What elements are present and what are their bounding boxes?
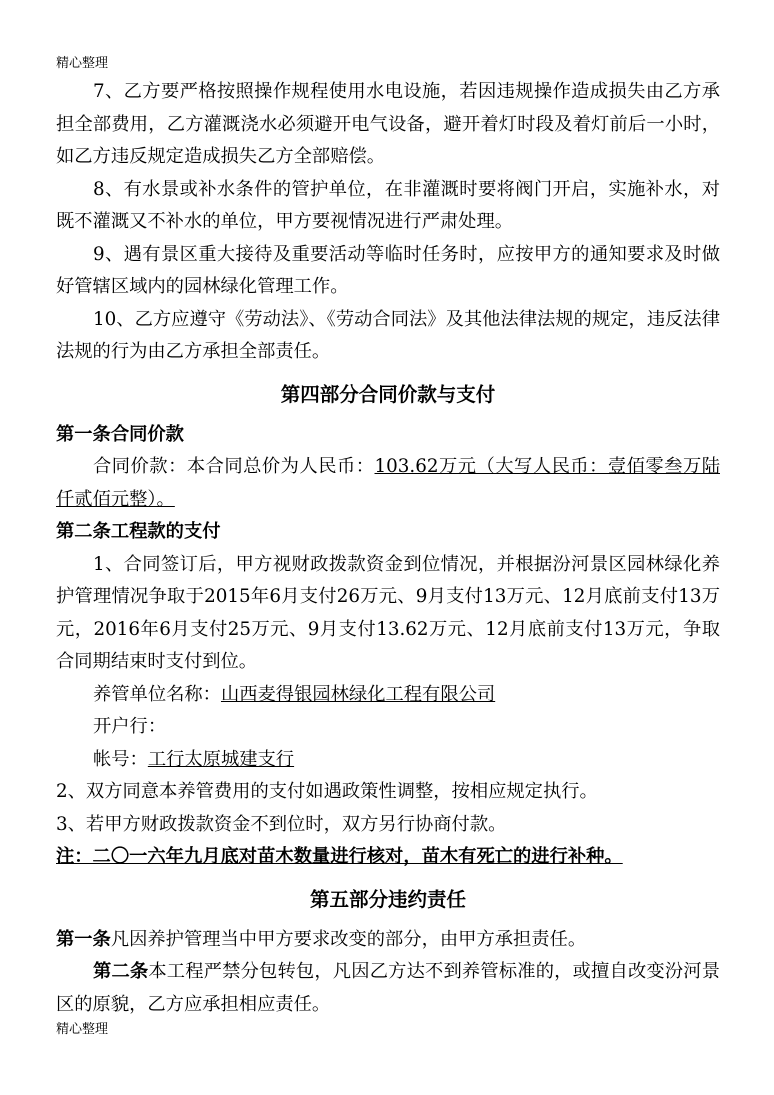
account [56, 744, 720, 777]
s5-article-2-label: 第二条 [93, 961, 149, 982]
payment-3: 3、若甲方财政拨款资金不到位时，双方另行协商付款。 [56, 813, 507, 835]
account-value: 工行太原城建支行 [147, 748, 295, 770]
price-label: 合同价款：本合同总价为人民币： [93, 456, 375, 477]
clause-8: 8、有水景或补水条件的管护单位，在非灌溉时要将阀门开启，实施补水，对既不灌溉又不补水的单位，甲方要视情况进行严肃处理。 [56, 178, 720, 232]
clause-7: 7、乙方要严格按照操作规程使用水电设施，若因违规操作造成损失由乙方承担全部费用，乙方灌溉浇水必须避开电气设备，避开着灯时段及着灯前后一小时，如乙方违反规定造成损失乙方全部赔偿。 [56, 81, 720, 167]
s5-article-1-text: 凡因养护管理当中甲方要求改变的部分，由甲方承担责任。 [110, 928, 587, 950]
article-2-title: 第二条工程款的支付 [56, 521, 221, 542]
maintenance-unit [56, 679, 720, 712]
s5-article-1-label: 第一条 [56, 928, 111, 950]
article-1-title: 第一条合同价款 [56, 423, 184, 445]
section-5-title: 第五部分违约责任 [309, 887, 466, 911]
price-value: 103.62万元（大写人民币：壹佰零叁万陆仟贰佰元整）。 [56, 456, 720, 510]
s5-article-2-text: 本工程严禁分包转包，凡因乙方达不到养管标准的，或擅自改变汾河景区的原貌，乙方应承担相应责任。 [56, 961, 721, 1015]
clause-9: 9、遇有景区重大接待及重要活动等临时任务时，应按甲方的通知要求及时做好管辖区域内的园林绿化管理工作。 [56, 243, 720, 297]
section-5-article-1 [56, 924, 720, 957]
payment-2: 2、双方同意本养管费用的支付如遇政策性调整，按相应规定执行。 [56, 781, 598, 802]
note: 注：二〇一六年九月底对苗木数量进行核对，苗木有死亡的进行补种。 [56, 846, 623, 867]
payment-1: 1、合同签订后，甲方视财政拨款资金到位情况，并根据汾河景区园林绿化养护管理情况争取于2015年6月支付26万元、9月支付13万元、12月底前支付13万元，2016年6月支付25万元、9月支付13.62万元、12月底前支付13万元，争取合同期结束时支付到位。 [56, 553, 720, 672]
page-header: 精心整理 [56, 56, 109, 71]
section-5-article-2 [56, 956, 720, 1021]
clause-10: 10、乙方应遵守《劳动法》、《劳动合同法》及其他法律法规的规定，违反法律法规的行为由乙方承担全部责任。 [56, 308, 720, 362]
page-footer: 精心整理 [56, 1022, 109, 1037]
document-body [56, 76, 720, 1021]
contract-price [56, 451, 720, 516]
account-label: 帐号： [93, 748, 148, 770]
bank-label: 开户行： [93, 716, 167, 737]
bank [56, 711, 720, 744]
section-4-title: 第四部分合同价款与支付 [280, 382, 496, 406]
unit-value: 山西麦得银园林绿化工程有限公司 [220, 683, 496, 705]
unit-label: 养管单位名称： [93, 683, 221, 705]
